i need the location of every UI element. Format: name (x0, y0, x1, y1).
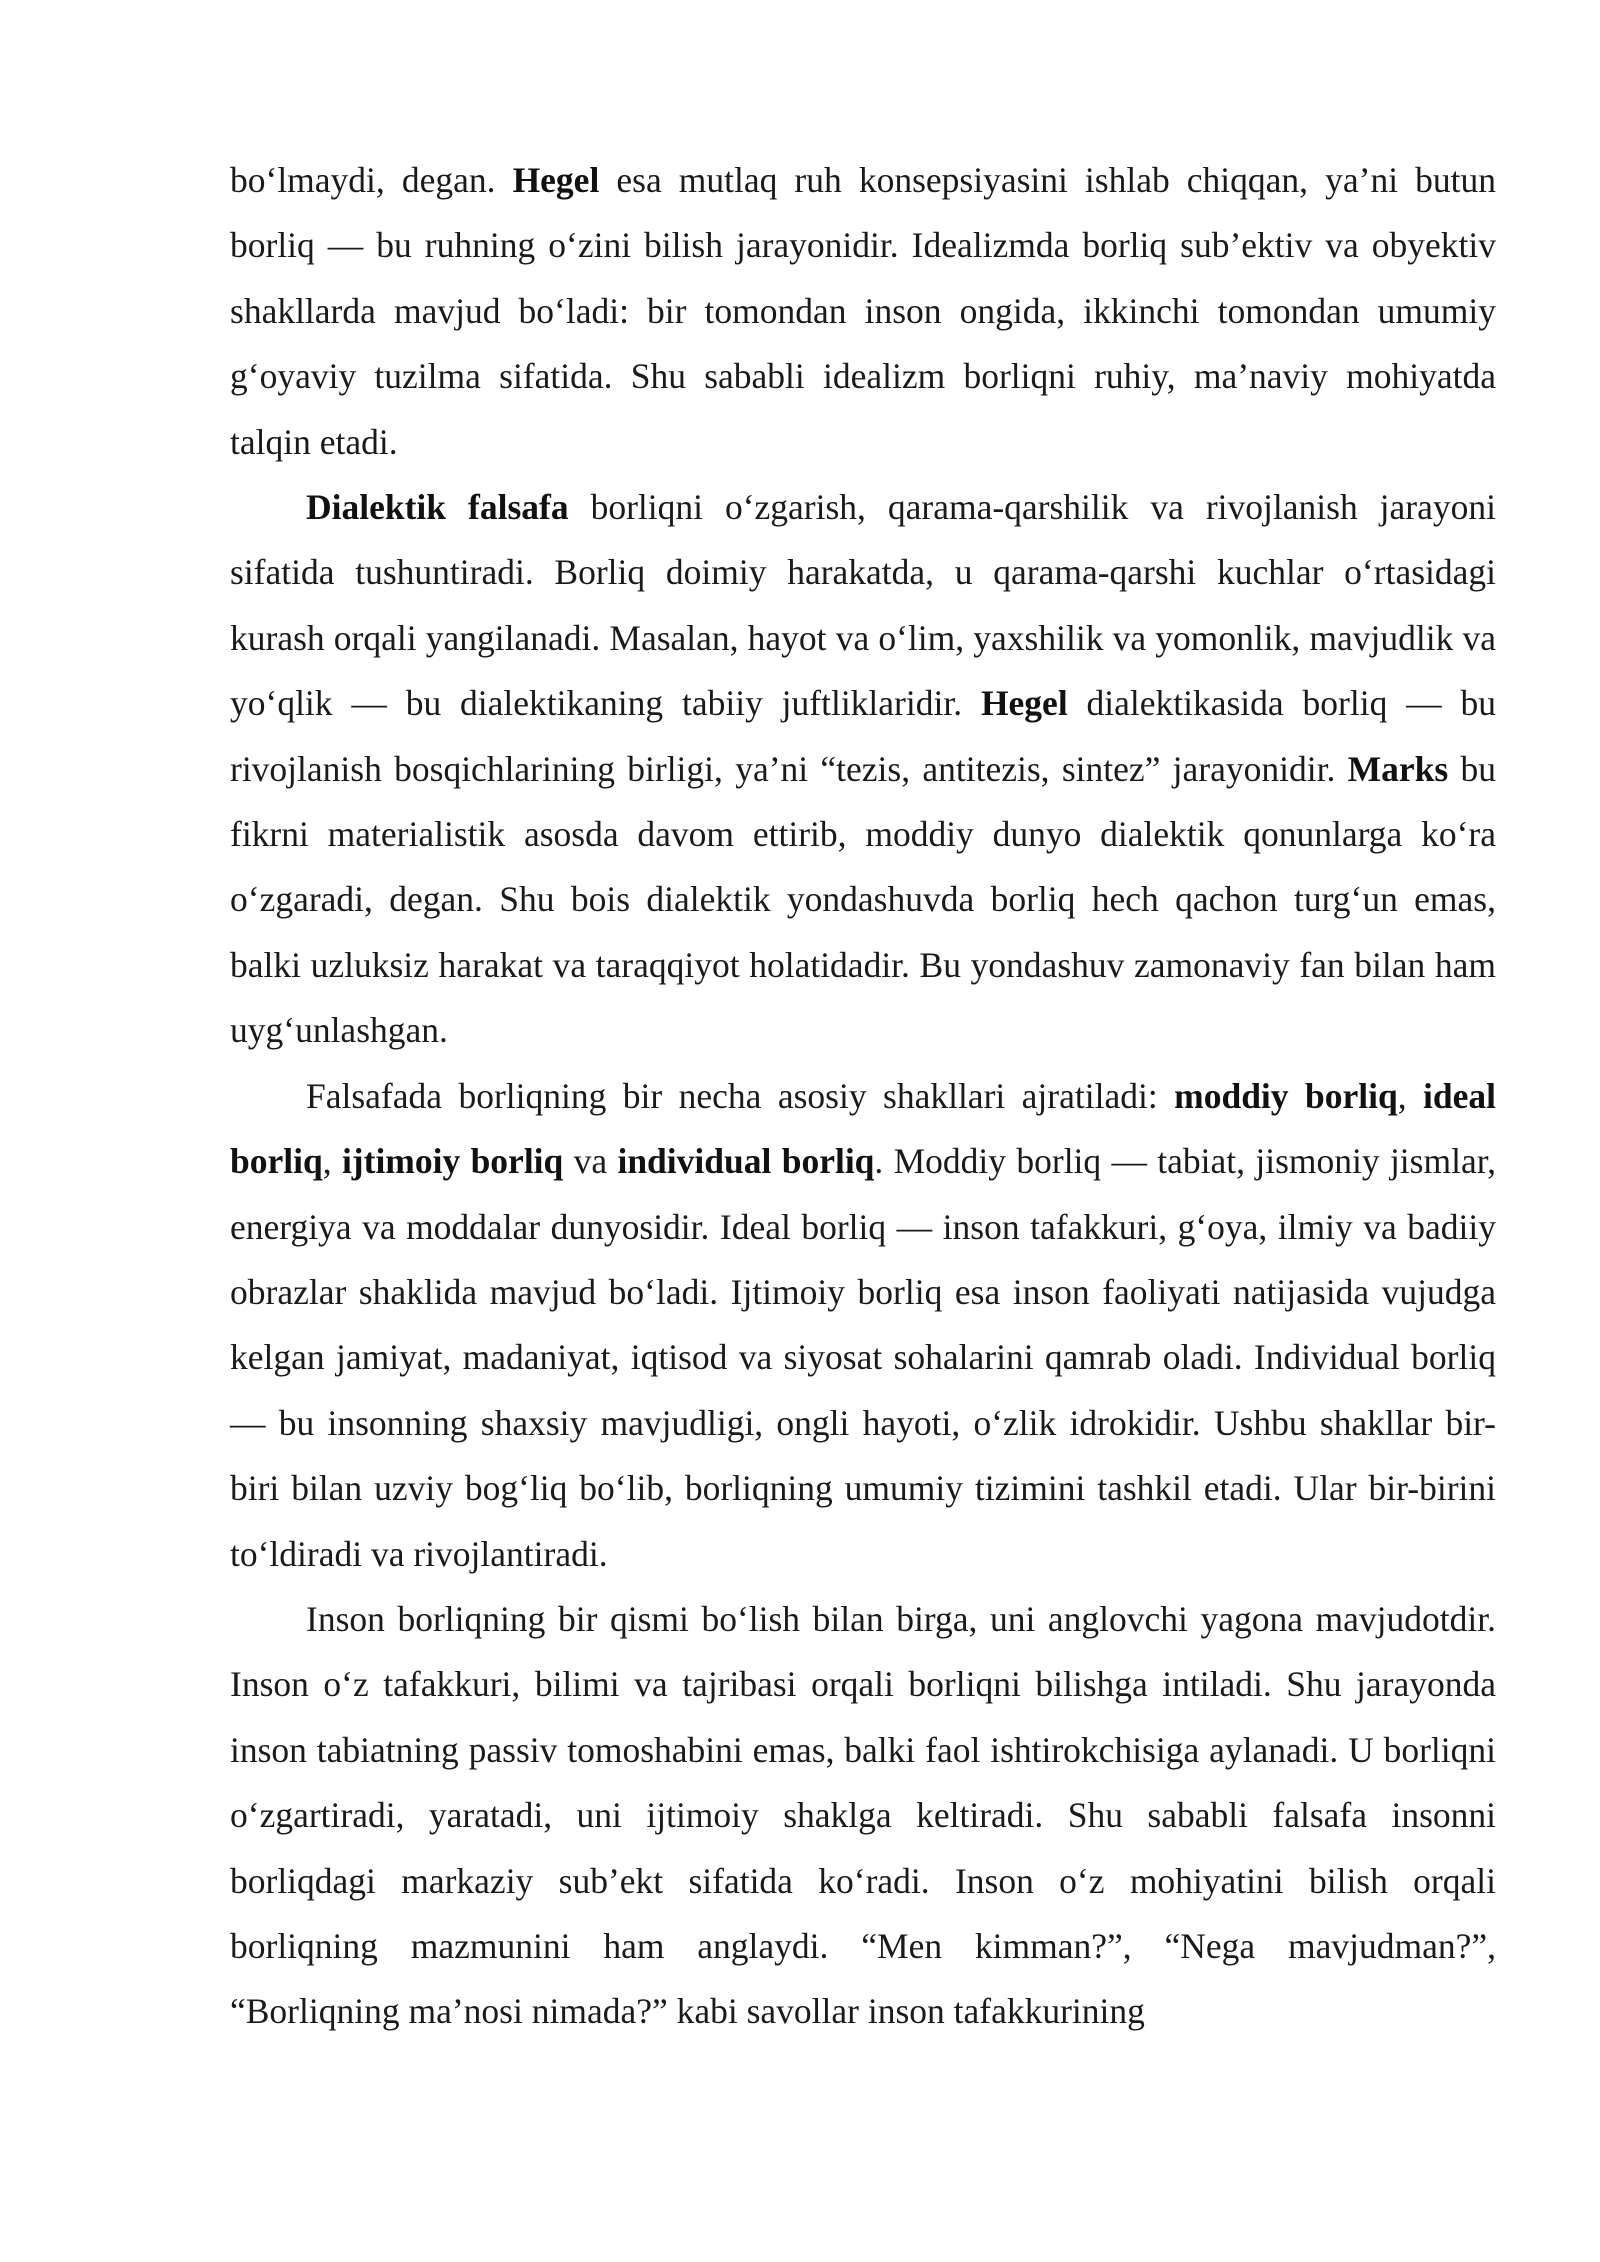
paragraph-borliq-shakllari (230, 1064, 1496, 1587)
text-run: bu fikrni materialistik asosda davom ettirib, moddiy dunyo dialektik qonunlarga ko‘ra o‘zgaradi, degan. Shu bois dialektik yondashuvda borliq hech qachon turg‘un emas, balki uzluksiz harakat va taraqqiyot holatidadir. Bu yondashuv zamonaviy fan bilan ham uyg‘unlashgan. (230, 748, 1496, 1051)
text-run: bo‘lmaydi, degan. (230, 160, 513, 200)
bold-term-ideal-borliq: ideal borliq (230, 1075, 1496, 1182)
text-run: Inson borliqning bir qismi bo‘lish bilan birga, uni anglovchi yagona mavjudotdir. Inson o‘z tafakkuri, bilimi va tajribasi orqali borliqni bilishga intiladi. Shu jarayonda inson tabiatning passiv tomoshabini emas, balki faol ishtirokchisiga aylanadi. U borliqni o‘zgartiradi, yaratadi, uni ijtimoiy shaklga keltiradi. Shu sababli falsafa insonni borliqdagi markaziy sub’ekt sifatida ko‘radi. Inson o‘z mohiyatini bilish orqali borliqning mazmunini ham anglaydi. “Men kimman?”, “Nega mavjudman?”, “Borliqning ma’nosi nimada?” kabi savollar inson tafakkurining (230, 1598, 1496, 2032)
paragraph-dialektik-falsafa (230, 475, 1496, 1064)
text-run: , (322, 1141, 342, 1182)
bold-term-individual-borliq: individual borliq (617, 1141, 875, 1182)
bold-term-hegel: Hegel (980, 683, 1068, 724)
text-run: borliqni o‘zgarish, qarama-qarshilik va rivojlanish jarayoni sifatida tushuntiradi. Borliq doimiy harakatda, u qarama-qarshi kuchlar o‘rtasidagi kurash orqali yangilanadi. Masalan, hayot va o‘lim, yaxshilik va yomonlik, mavjudlik va yo‘qlik — bu dialektikaning tabiiy juftliklaridir. (230, 487, 1496, 724)
bold-term-ijtimoiy-borliq: ijtimoiy borliq (341, 1141, 564, 1182)
bold-term-moddiy-borliq: moddiy borliq (1174, 1075, 1398, 1116)
paragraph-idealizm-end (230, 148, 1496, 475)
text-run: va (563, 1141, 618, 1182)
document-body (230, 148, 1496, 2045)
bold-term-hegel: Hegel (512, 160, 600, 200)
text-run: esa mutlaq ruh konsepsiyasini ishlab chiqqan, ya’ni butun borliq — bu ruhning o‘zini bilish jarayonidir. Idealizmda borliq sub’ektiv va obyektiv shakllarda mavjud bo‘ladi: bir tomondan inson ongida, ikkinchi tomondan umumiy g‘oyaviy tuzilma sifatida. Shu sababli idealizm borliqni ruhiy, ma’naviy mohiyatda talqin etadi. (230, 160, 1496, 462)
text-run: . Moddiy borliq — tabiat, jismoniy jismlar, energiya va moddalar dunyosidir. Ideal borliq — inson tafakkuri, g‘oya, ilmiy va badiiy obrazlar shaklida mavjud bo‘ladi. Ijtimoiy borliq esa inson faoliyati natijasida vujudga kelgan jamiyat, madaniyat, iqtisod va siyosat sohalarini qamrab oladi. Individual borliq — bu insonning shaxsiy mavjudligi, ongli hayoti, o‘zlik idrokidir. Ushbu shakllar bir-biri bilan uzviy bog‘liq bo‘lib, borliqning umumiy tizimini tashkil etadi. Ular bir-birini to‘ldiradi va rivojlantiradi. (230, 1141, 1496, 1574)
paragraph-inson-borliq (230, 1587, 1496, 2045)
text-run: , (1397, 1075, 1424, 1116)
bold-term-marks: Marks (1347, 748, 1449, 789)
text-run: Falsafada borliqning bir necha asosiy shakllari ajratiladi: (306, 1075, 1175, 1116)
text-run: dialektikasida borliq — bu rivojlanish bosqichlarining birligi, ya’ni “tezis, antitezis, sintez” jarayonidir. (230, 683, 1496, 789)
bold-term-dialektik-falsafa: Dialektik falsafa (306, 487, 569, 528)
